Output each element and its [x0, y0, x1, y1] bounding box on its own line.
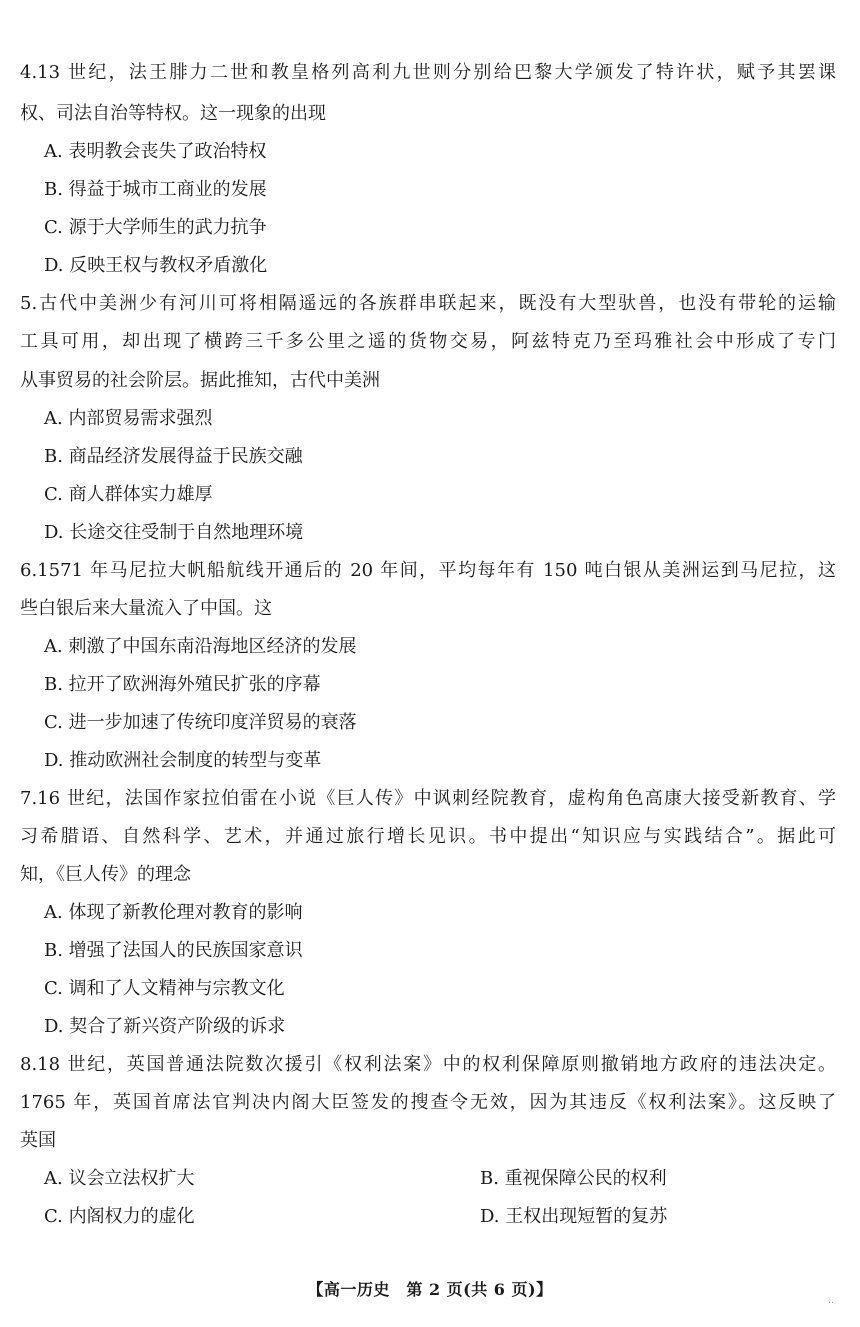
option-d: D. 反映王权与教权矛盾激化	[44, 255, 268, 276]
option-b: B. 增强了法国人的民族国家意识	[44, 940, 303, 961]
question-stem-line: 4.13 世纪，法王腓力二世和教皇格列高利九世则分别给巴黎大学颁发了特许状，赋予其罢课	[20, 62, 836, 83]
question-stem-line: 权、司法自治等特权。这一现象的出现	[20, 103, 326, 124]
option-c: C. 商人群体实力雄厚	[44, 484, 213, 505]
question-stem-line: 1765 年，英国首席法官判决内阁大臣签发的搜查令无效，因为其违反《权利法案》。这反映了	[20, 1092, 836, 1113]
option-c: C. 调和了人文精神与宗教文化	[44, 978, 285, 999]
question-stem-line: 英国	[20, 1130, 56, 1151]
option-a: A. 议会立法权扩大	[44, 1168, 195, 1189]
option-a: A. 体现了新教伦理对教育的影响	[44, 902, 303, 923]
question-stem-line: 7.16 世纪，法国作家拉伯雷在小说《巨人传》中讽刺经院教育，虚构角色高康大接受新教育、学	[20, 788, 836, 809]
option-d: D. 王权出现短暂的复苏	[480, 1206, 668, 1227]
question-stem-line: 5.古代中美洲少有河川可将相隔遥远的各族群串联起来，既没有大型驮兽，也没有带轮的运输	[20, 293, 836, 314]
question-stem-line: 工具可用，却出现了横跨三千多公里之遥的货物交易，阿兹特克乃至玛雅社会中形成了专门	[20, 331, 836, 352]
option-d: D. 长途交往受制于自然地理环境	[44, 522, 304, 543]
option-d: D. 推动欧洲社会制度的转型与变革	[44, 750, 322, 771]
option-b: B. 拉开了欧洲海外殖民扩张的序幕	[44, 674, 321, 695]
question-stem-line: 6.1571 年马尼拉大帆船航线开通后的 20 年间，平均每年有 150 吨白银从美洲运到马尼拉，这	[20, 560, 836, 581]
question-stem-line: 知，《巨人传》的理念	[20, 864, 191, 885]
question-stem-line: 习希腊语、自然科学、艺术，并通过旅行增长见识。书中提出“知识应与实践结合”。据此可	[20, 826, 836, 847]
option-a: A. 内部贸易需求强烈	[44, 408, 213, 429]
option-a: A. 刺激了中国东南沿海地区经济的发展	[44, 636, 357, 657]
question-stem-line: 些白银后来大量流入了中国。这	[20, 598, 272, 619]
option-b: B. 得益于城市工商业的发展	[44, 179, 267, 200]
option-a: A. 表明教会丧失了政治特权	[44, 141, 267, 162]
question-stem-line: 8.18 世纪，英国普通法院数次援引《权利法案》中的权利保障原则撤销地方政府的违法决定。	[20, 1054, 836, 1075]
option-c: C. 进一步加速了传统印度洋贸易的衰落	[44, 712, 357, 733]
option-c: C. 内阁权力的虚化	[44, 1206, 195, 1227]
option-b: B. 重视保障公民的权利	[480, 1168, 667, 1189]
question-stem-line: 从事贸易的社会阶层。据此推知，古代中美洲	[20, 370, 380, 391]
option-d: D. 契合了新兴资产阶级的诉求	[44, 1016, 286, 1037]
option-c: C. 源于大学师生的武力抗争	[44, 217, 267, 238]
page-footer: 【高一历史 第 2 页(共 6 页)】	[307, 1280, 553, 1299]
scan-mark: ‥	[828, 1296, 835, 1306]
option-b: B. 商品经济发展得益于民族交融	[44, 446, 303, 467]
